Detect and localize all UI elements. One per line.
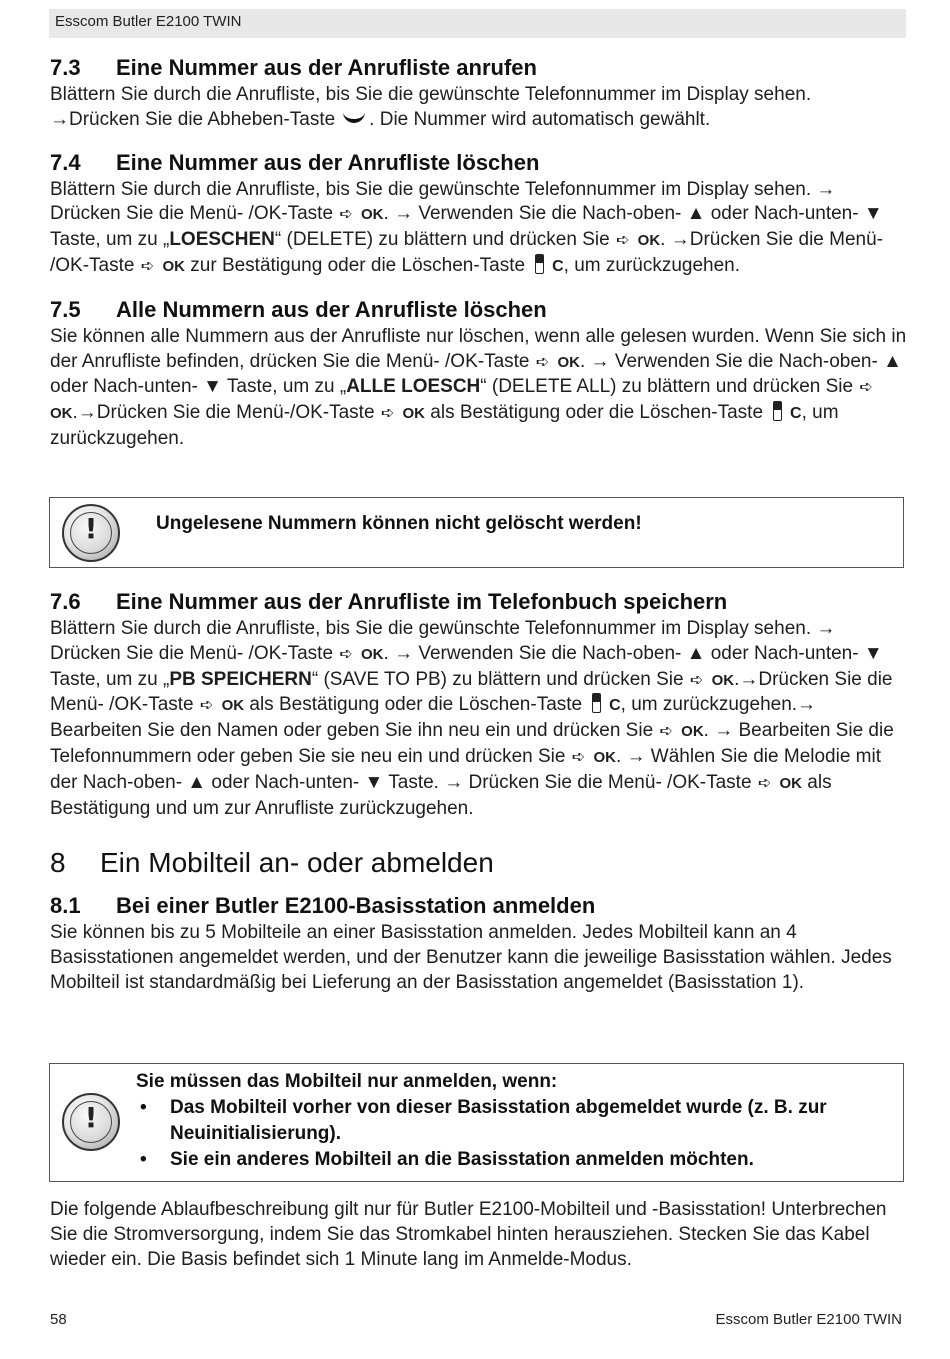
menu-option-name: LOESCHEN bbox=[169, 229, 275, 251]
menu-ok-key-icon: ➪ bbox=[615, 232, 630, 250]
section-body-7-4 bbox=[50, 178, 910, 280]
clear-key-icon bbox=[592, 693, 601, 713]
section-number: 7.6 bbox=[50, 589, 81, 614]
section-body-7-5 bbox=[50, 325, 910, 452]
chapter-title: Ein Mobilteil an- oder abmelden bbox=[100, 847, 494, 879]
section-heading-7-5 bbox=[50, 297, 910, 323]
body-text: “ (DELETE ALL) zu blättern und drücken Sie bbox=[480, 376, 854, 398]
body-text: Sie können alle Nummern aus der Anrufliste nur löschen, wenn alle gelesen wurden. Wenn Sie sich in der Anrufliste befinden, drücken Sie die Menü- /OK-Taste bbox=[50, 325, 907, 372]
closing-content bbox=[50, 1198, 910, 1272]
body-text: →Drücken Sie die Abheben-Taste bbox=[50, 108, 336, 130]
body-text: Blättern Sie durch die Anrufliste, bis Sie die gewünschte Telefonnummer im Display sehen. → Drücken Sie die Menü- /OK-Taste bbox=[50, 178, 836, 225]
section-heading-8-1 bbox=[50, 893, 910, 919]
page-number: 58 bbox=[50, 1311, 67, 1328]
ok-key-label: OK bbox=[681, 723, 704, 741]
body-text: . → Verwenden Sie die Nach-oben- ▲ oder Nach-unten- ▼ Taste, um zu „ bbox=[50, 642, 883, 690]
note-bullet-list bbox=[136, 1095, 836, 1173]
section-title: Eine Nummer aus der Anrufliste im Telefonbuch speichern bbox=[116, 589, 728, 614]
section-body-7-3 bbox=[50, 83, 910, 133]
header-title: Esscom Butler E2100 TWIN bbox=[55, 13, 242, 30]
body-text: “ (SAVE TO PB) zu blättern und drücken Sie bbox=[311, 668, 684, 690]
section-number: 7.3 bbox=[50, 55, 81, 80]
ok-key-label: OK bbox=[221, 697, 245, 715]
body-text: als Bestätigung und um zur Anrufliste zurückzugehen. bbox=[50, 771, 832, 819]
ok-key-label: OK bbox=[50, 405, 73, 423]
menu-ok-key-icon: ➪ bbox=[199, 697, 214, 715]
closing-paragraph: Die folgende Ablaufbeschreibung gilt nur für Butler E2100-Mobilteil und -Basisstation! Unterbrechen Sie die Stromversorgung, indem Sie das Stromkabel hinten herausziehen. Stecken Sie das Kabel wieder ein. Die Basis befindet sich 1 Minute lang im Anmelde-Modus. bbox=[50, 1199, 887, 1270]
body-text: . → Verwenden Sie die Nach-oben- ▲ oder Nach-unten- ▼ Taste, um zu „ bbox=[50, 350, 902, 398]
body-text: .→Drücken Sie die Menü-/OK-Taste bbox=[72, 402, 375, 424]
menu-ok-key-icon: ➪ bbox=[859, 379, 873, 397]
note-text: Ungelesene Nummern können nicht gelöscht werden! bbox=[156, 513, 642, 534]
page-header bbox=[49, 9, 906, 38]
ok-key-label: OK bbox=[361, 645, 384, 663]
body-text: .→Drücken Sie die Menü- /OK-Taste bbox=[50, 668, 893, 716]
body-text: “ (DELETE) zu blättern und drücken Sie bbox=[274, 229, 610, 251]
section-number: 8.1 bbox=[50, 893, 81, 919]
pickup-key-icon bbox=[343, 109, 365, 123]
ok-key-label: OK bbox=[593, 748, 616, 766]
section-number: 7.5 bbox=[50, 296, 81, 322]
c-key-label: C bbox=[552, 257, 564, 275]
chapter-heading-8 bbox=[50, 847, 910, 879]
clear-key-icon bbox=[773, 401, 782, 421]
body-text: . → Verwenden Sie die Nach-oben- ▲ oder Nach-unten- ▼ Taste, um zu „ bbox=[50, 203, 883, 251]
menu-ok-key-icon: ➪ bbox=[571, 748, 586, 766]
menu-ok-key-icon: ➪ bbox=[339, 206, 353, 224]
section-heading-7-6 bbox=[50, 589, 910, 615]
section-title: Alle Nummern aus der Anrufliste löschen bbox=[116, 296, 547, 322]
note-content bbox=[136, 1069, 836, 1173]
section-heading-7-4 bbox=[50, 150, 910, 176]
list-item: • Das Mobilteil vorher von dieser Basisstation abgemeldet wurde (z. B. zur Neuinitialisierung). bbox=[136, 1095, 836, 1147]
body-text: . Die Nummer wird automatisch gewählt. bbox=[369, 108, 711, 130]
ok-key-label: OK bbox=[557, 353, 580, 371]
chapter-number: 8 bbox=[50, 847, 66, 879]
clear-key-icon bbox=[535, 254, 544, 274]
section-heading-7-3 bbox=[50, 55, 910, 81]
ok-key-label: OK bbox=[637, 232, 661, 250]
body-text: , um zurückzugehen. bbox=[563, 254, 741, 276]
section-number: 7.4 bbox=[50, 149, 81, 175]
ok-key-label: OK bbox=[402, 405, 426, 423]
body-text: . → Bearbeiten Sie die Telefonnummern oder geben Sie sie neu ein und drücken Sie bbox=[50, 720, 894, 767]
section-body-7-6 bbox=[50, 617, 910, 821]
list-item: • Sie ein anderes Mobilteil an die Basisstation anmelden möchten. bbox=[136, 1147, 836, 1173]
note-box bbox=[49, 497, 904, 568]
body-text: , um zurückzugehen.→ Bearbeiten Sie den Namen oder geben Sie ihn neu ein und drücken Sie bbox=[50, 694, 817, 742]
menu-ok-key-icon: ➪ bbox=[659, 723, 673, 741]
warning-exclamation-icon: ! bbox=[62, 504, 120, 562]
section-title: Eine Nummer aus der Anrufliste löschen bbox=[116, 149, 540, 175]
c-key-label: C bbox=[790, 405, 802, 423]
body-text: , um zurückzugehen. bbox=[50, 402, 839, 449]
ok-key-label: OK bbox=[711, 671, 735, 689]
ok-key-label: OK bbox=[361, 206, 384, 224]
menu-ok-key-icon: ➪ bbox=[757, 774, 772, 792]
menu-option-name: ALLE LOESCH bbox=[346, 376, 481, 398]
body-text: . → Wählen Sie die Melodie mit der Nach-oben- ▲ oder Nach-unten- ▼ Taste. → Drücken Sie die Menü- /OK-Taste bbox=[50, 745, 882, 793]
ok-key-label: OK bbox=[162, 257, 185, 275]
body-text: zur Bestätigung oder die Löschen-Taste bbox=[190, 254, 526, 276]
menu-ok-key-icon: ➪ bbox=[380, 405, 395, 423]
menu-ok-key-icon: ➪ bbox=[140, 257, 155, 275]
body-text: als Bestätigung oder die Löschen-Taste bbox=[249, 694, 583, 716]
body-text: als Bestätigung oder die Löschen-Taste bbox=[430, 402, 764, 424]
body-text: Blättern Sie durch die Anrufliste, bis Sie die gewünschte Telefonnummer im Display sehen. → Drücken Sie die Menü- /OK-Taste bbox=[50, 618, 836, 664]
section-title: Bei einer Butler E2100-Basisstation anmelden bbox=[116, 893, 596, 919]
footer-title: Esscom Butler E2100 TWIN bbox=[715, 1311, 902, 1328]
menu-ok-key-icon: ➪ bbox=[339, 645, 353, 663]
body-text: . →Drücken Sie die Menü- /OK-Taste bbox=[50, 229, 883, 276]
menu-ok-key-icon: ➪ bbox=[535, 353, 550, 371]
ok-key-label: OK bbox=[779, 774, 803, 792]
note-box-registration bbox=[49, 1063, 904, 1182]
warning-exclamation-icon: ! bbox=[62, 1093, 120, 1151]
body-text: Blättern Sie durch die Anrufliste, bis Sie die gewünschte Telefonnummer im Display sehen. bbox=[50, 84, 812, 105]
menu-option-name: PB SPEICHERN bbox=[169, 668, 312, 690]
page-content-lower bbox=[50, 589, 910, 996]
section-title: Eine Nummer aus der Anrufliste anrufen bbox=[116, 55, 537, 80]
section-body-8-1: Sie können bis zu 5 Mobilteile an einer Basisstation anmelden. Jedes Mobilteil kann an 4 Basisstationen angemeldet werden, und der Benutzer kann die jeweilige Basisstation wählen. Jedes Mobilteil ist standardmäßig bei Lieferung an der Basisstation angemeldet (Basisstation 1). bbox=[50, 922, 892, 993]
menu-ok-key-icon: ➪ bbox=[689, 671, 704, 689]
page-content bbox=[50, 55, 910, 452]
note-heading: Sie müssen das Mobilteil nur anmelden, wenn: bbox=[136, 1071, 558, 1092]
c-key-label: C bbox=[609, 697, 621, 715]
